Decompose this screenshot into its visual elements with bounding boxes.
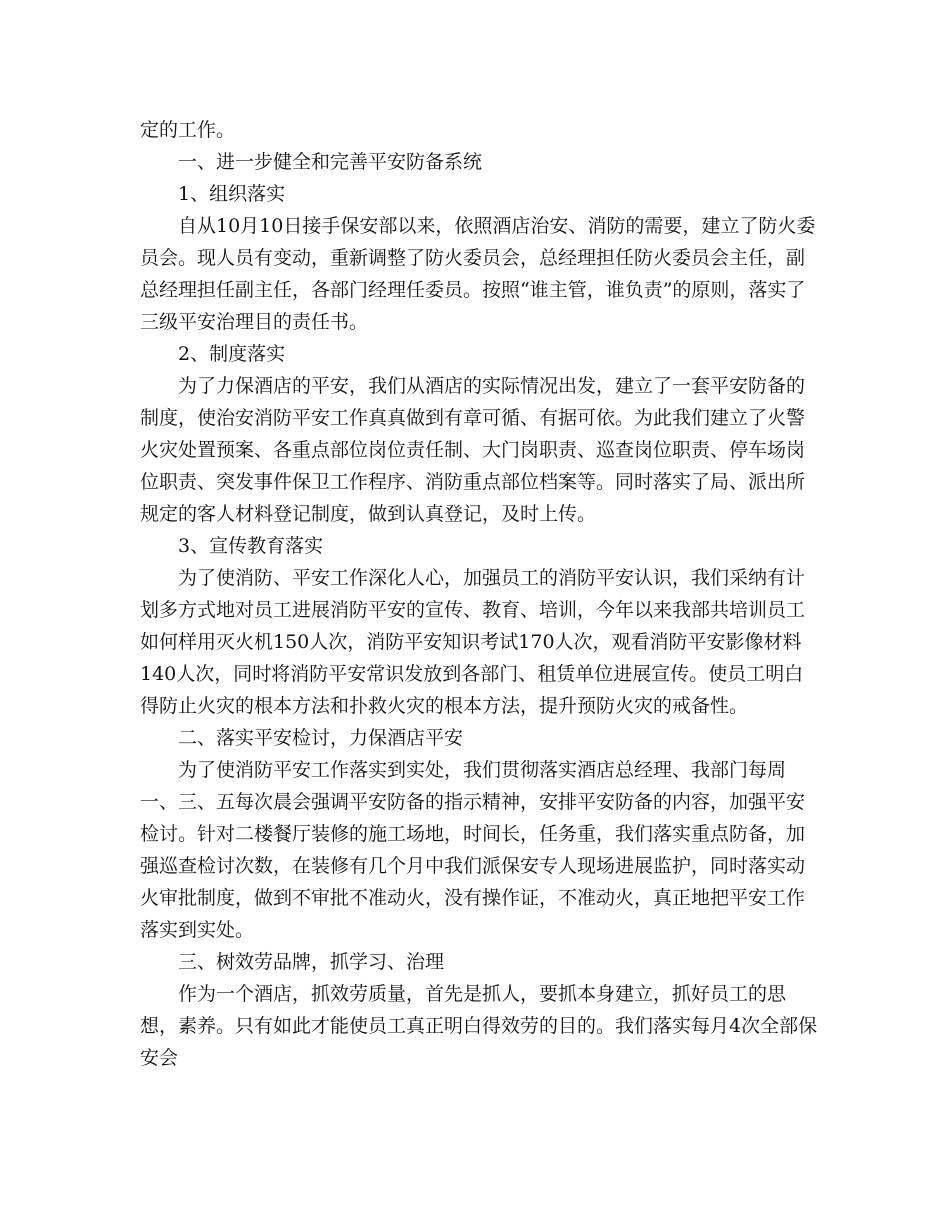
paragraph-organization: 自从10月10日接手保安部以来，依照酒店治安、消防的需要，建立了防火委员会。现人员有变动，重新调整了防火委员会，总经理担任防火委员会主任，副总经理担任副主任，各部门经理任委员。按照“谁主管，谁负责”的原则，落实了三级平安治理目的责任书。 — [140, 215, 816, 333]
subheading-system: 2、制度落实 — [178, 343, 286, 365]
document-body — [140, 114, 820, 1074]
paragraph-education: 为了使消防、平安工作深化人心，加强员工的消防平安认识，我们采纳有计划多方式地对员工进展消防平安的宣传、教育、培训，今年以来我部共培训员工如何样用灭火机150人次，消防平安知识考试170人次，观看消防平安影像材料140人次，同时将消防平安常识发放到各部门、租赁单位进展宣传。使员工明白得防止火灾的根本方法和扑救火灾的根本方法，提升预防火灾的戒备性。 — [140, 567, 806, 717]
paragraph-continuation: 定的工作。 — [140, 119, 236, 141]
paragraph-service: 作为一个酒店，抓效劳质量，首先是抓人，要抓本身建立，抓好员工的思想，素养。只有如此才能使员工真正明白得效劳的目的。我们落实每月4次全部保安会 — [140, 983, 818, 1069]
subheading-organization: 1、组织落实 — [178, 183, 286, 205]
section-heading-2: 二、落实平安检讨，力保酒店平安 — [178, 727, 464, 749]
subheading-education: 3、宣传教育落实 — [178, 535, 324, 557]
paragraph-system: 为了力保酒店的平安，我们从酒店的实际情况出发，建立了一套平安防备的制度，使治安消防平安工作真真做到有章可循、有据可依。为此我们建立了火警火灾处置预案、各重点部位岗位责任制、大门岗职责、巡查岗位职责、停车场岗位职责、突发事件保卫工作程序、消防重点部位档案等。同时落实了局、派出所规定的客人材料登记制度，做到认真登记，及时上传。 — [140, 375, 806, 525]
paragraph-inspection: 为了使消防平安工作落实到实处，我们贯彻落实酒店总经理、我部门每周一、三、五每次晨会强调平安防备的指示精神，安排平安防备的内容，加强平安检讨。针对二楼餐厅装修的施工场地，时间长，任务重，我们落实重点防备，加强巡查检讨次数，在装修有几个月中我们派保安专人现场进展监护，同时落实动火审批制度，做到不审批不准动火，没有操作证，不准动火，真正地把平安工作落实到实处。 — [140, 759, 806, 941]
section-heading-3: 三、树效劳品牌，抓学习、治理 — [178, 951, 445, 973]
section-heading-1: 一、进一步健全和完善平安防备系统 — [178, 151, 483, 173]
